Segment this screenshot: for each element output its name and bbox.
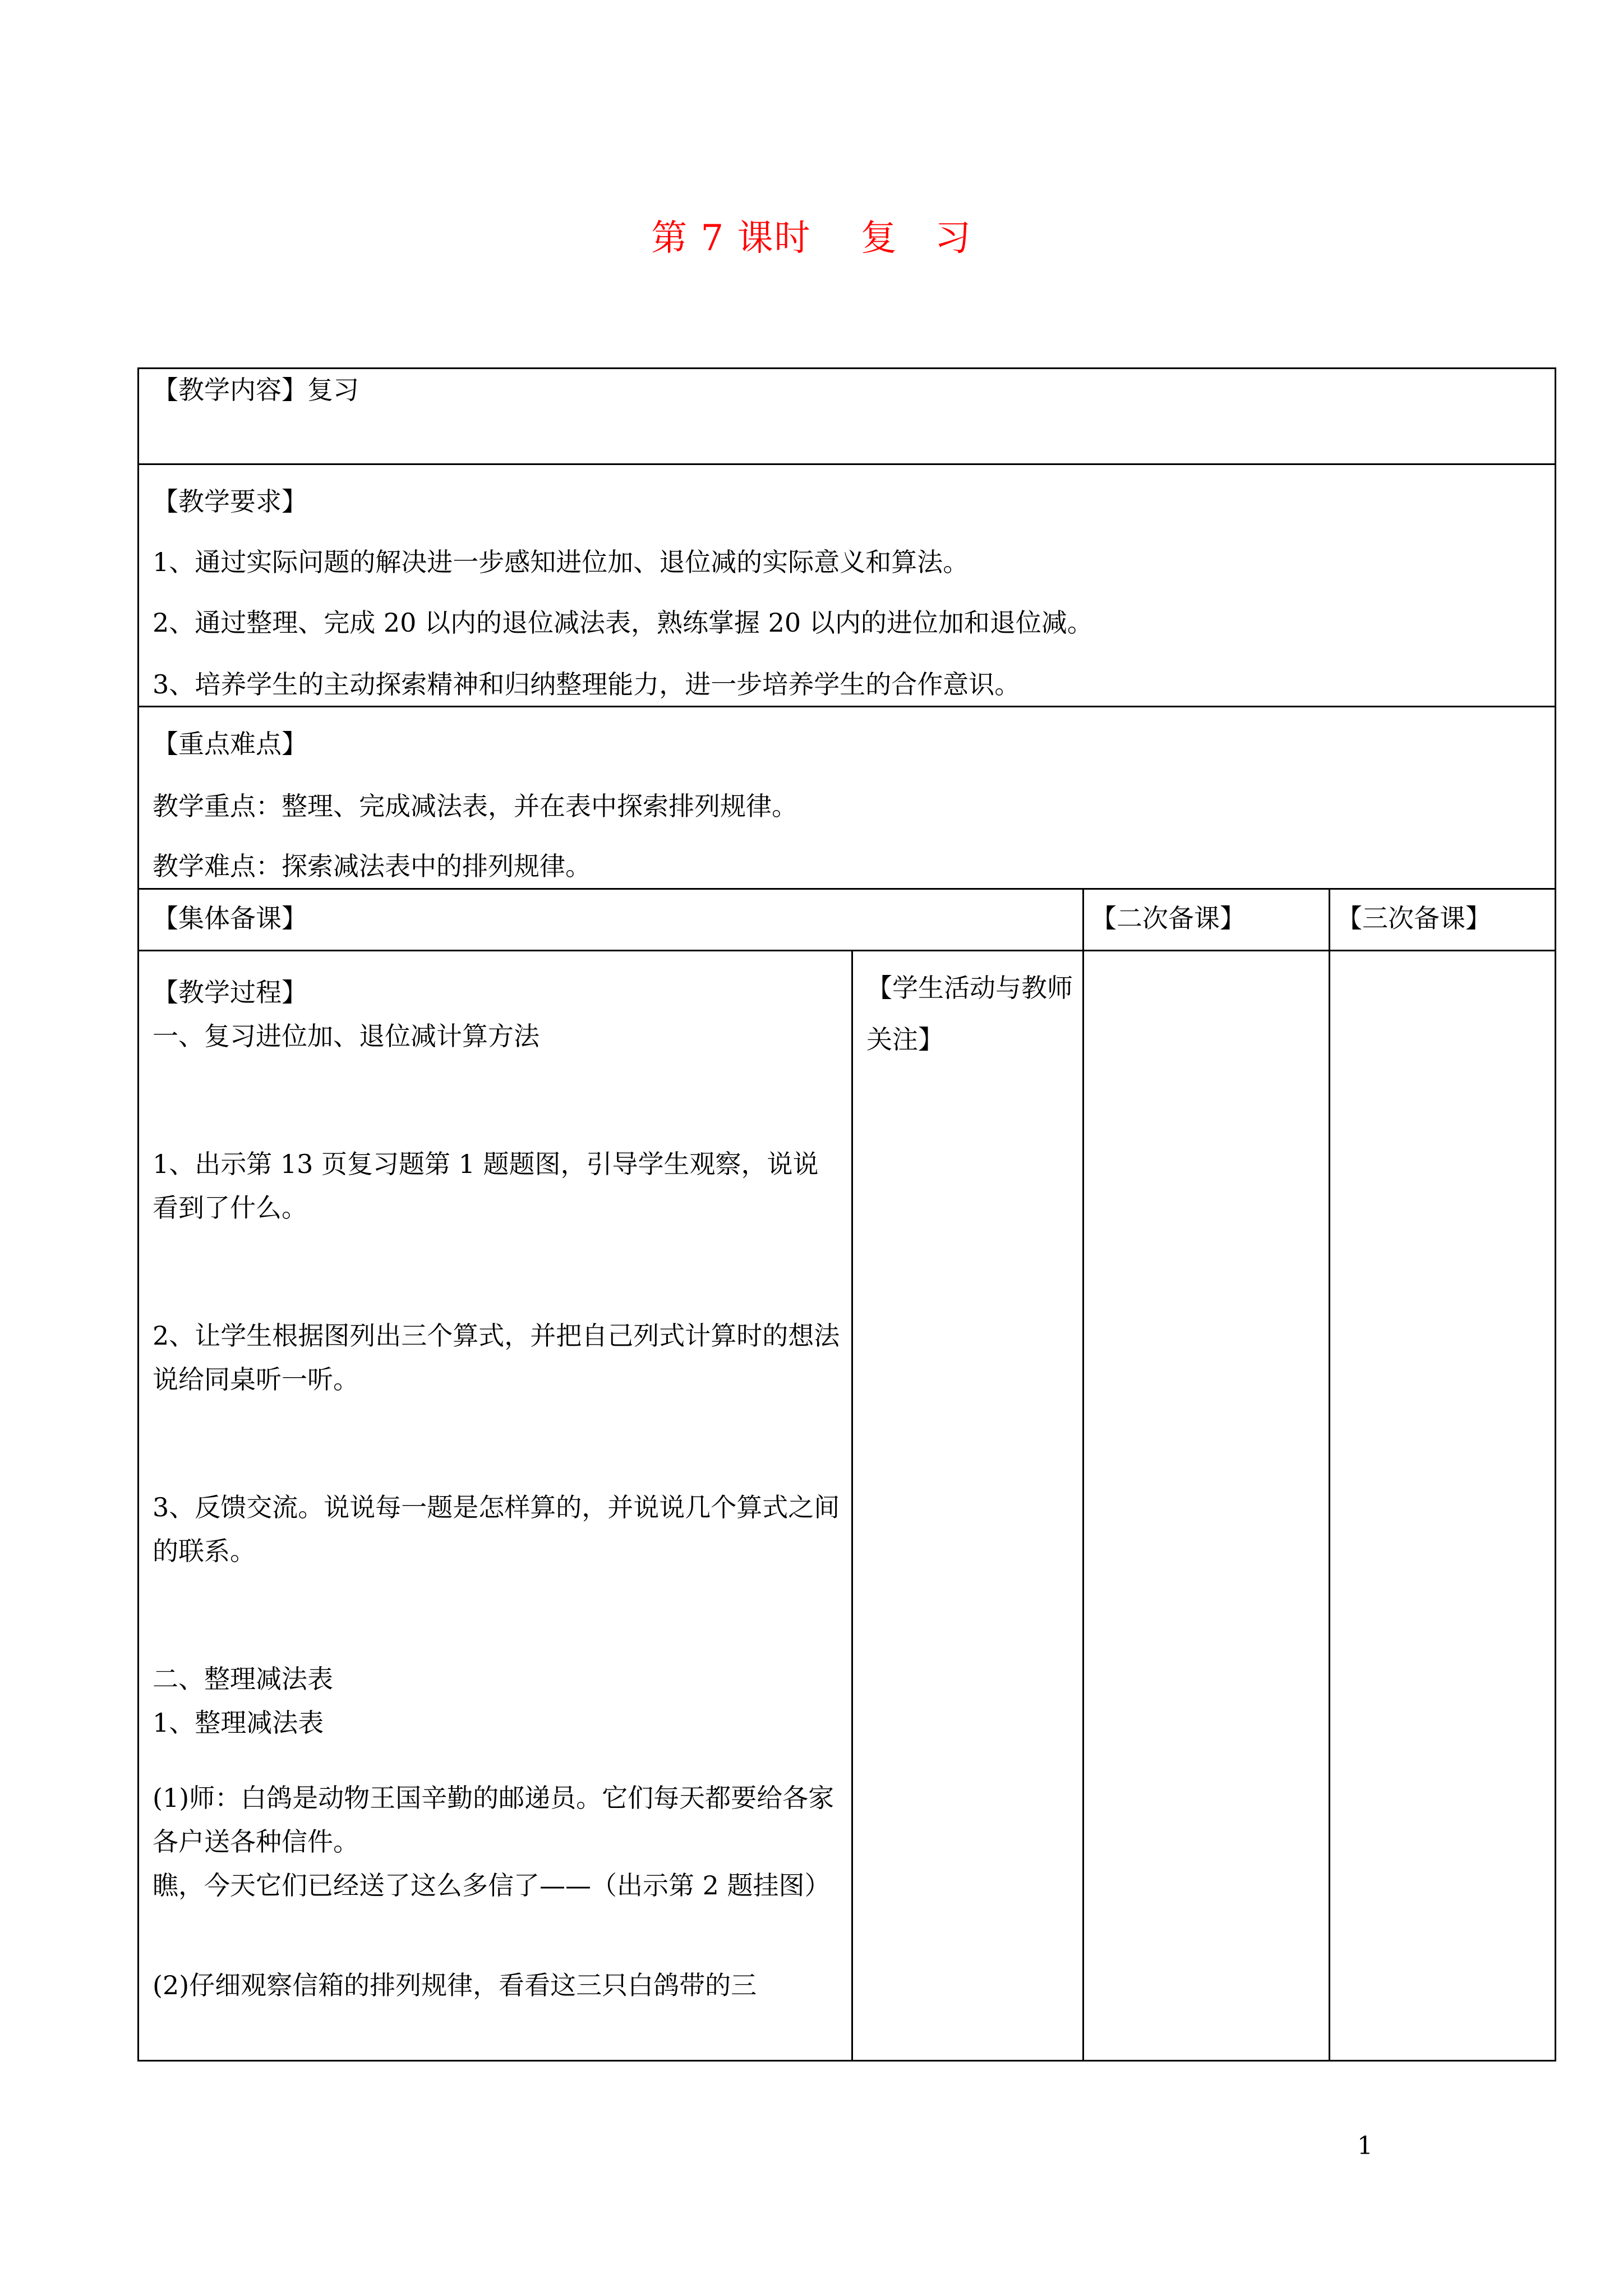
- second-prep-header: 【二次备课】: [1091, 903, 1246, 933]
- sub-heading: 1、整理减法表: [153, 1708, 324, 1738]
- requirements-heading: 【教学要求】: [153, 486, 307, 517]
- process-step: 3、反馈交流。说说每一题是怎样算的，并说说几个算式之间的联系。: [153, 1492, 840, 1566]
- row-divider: [139, 706, 1555, 707]
- key-point-focus: 教学重点：整理、完成减法表，并在表中探索排列规律。: [153, 791, 797, 821]
- requirement-item: 1、通过实际问题的解决进一步感知进位加、退位减的实际意义和算法。: [153, 547, 969, 577]
- requirement-item: 2、通过整理、完成 20 以内的退位减法表，熟练掌握 20 以内的进位加和退位减。: [153, 608, 1093, 638]
- process-step: 1、出示第 13 页复习题第 1 题题图，引导学生观察，说说看到了什么。: [153, 1149, 819, 1223]
- process-paragraph: (1)师：白鸽是动物王国辛勤的邮递员。它们每天都要给各家各户送各种信件。: [153, 1783, 834, 1857]
- process-paragraph: 瞧，今天它们已经送了这么多信了——（出示第 2 题挂图）: [153, 1870, 831, 1901]
- student-activity-header: 【学生活动与教师关注】: [866, 973, 1073, 1055]
- row-divider: [139, 888, 1555, 890]
- column-divider: [851, 950, 853, 2060]
- content-label: 【教学内容】复习: [153, 375, 359, 405]
- key-point-difficulty: 教学难点：探索减法表中的排列规律。: [153, 851, 591, 881]
- column-divider: [1329, 888, 1330, 2060]
- column-divider: [1082, 888, 1084, 2060]
- section-heading: 二、整理减法表: [153, 1664, 333, 1694]
- process-heading: 【教学过程】: [153, 977, 307, 1007]
- page-number: 1: [1357, 2132, 1373, 2160]
- process-paragraph: (2)仔细观察信箱的排列规律，看看这三只白鸽带的三: [153, 1970, 757, 2000]
- page-title: 第 7 课时 复 习: [651, 218, 972, 259]
- teaching-process: [153, 970, 842, 2007]
- section-heading: 一、复习进位加、退位减计算方法: [153, 1021, 540, 1051]
- requirement-item: 3、培养学生的主动探索精神和归纳整理能力，进一步培养学生的合作意识。: [153, 669, 1021, 700]
- process-step: 2、让学生根据图列出三个算式，并把自己列式计算时的想法说给同桌听一听。: [153, 1320, 840, 1395]
- row-divider: [139, 463, 1555, 465]
- row-divider: [139, 950, 1555, 951]
- key-points-heading: 【重点难点】: [153, 729, 307, 759]
- third-prep-header: 【三次备课】: [1336, 903, 1491, 933]
- collective-prep-header: 【集体备课】: [153, 903, 307, 933]
